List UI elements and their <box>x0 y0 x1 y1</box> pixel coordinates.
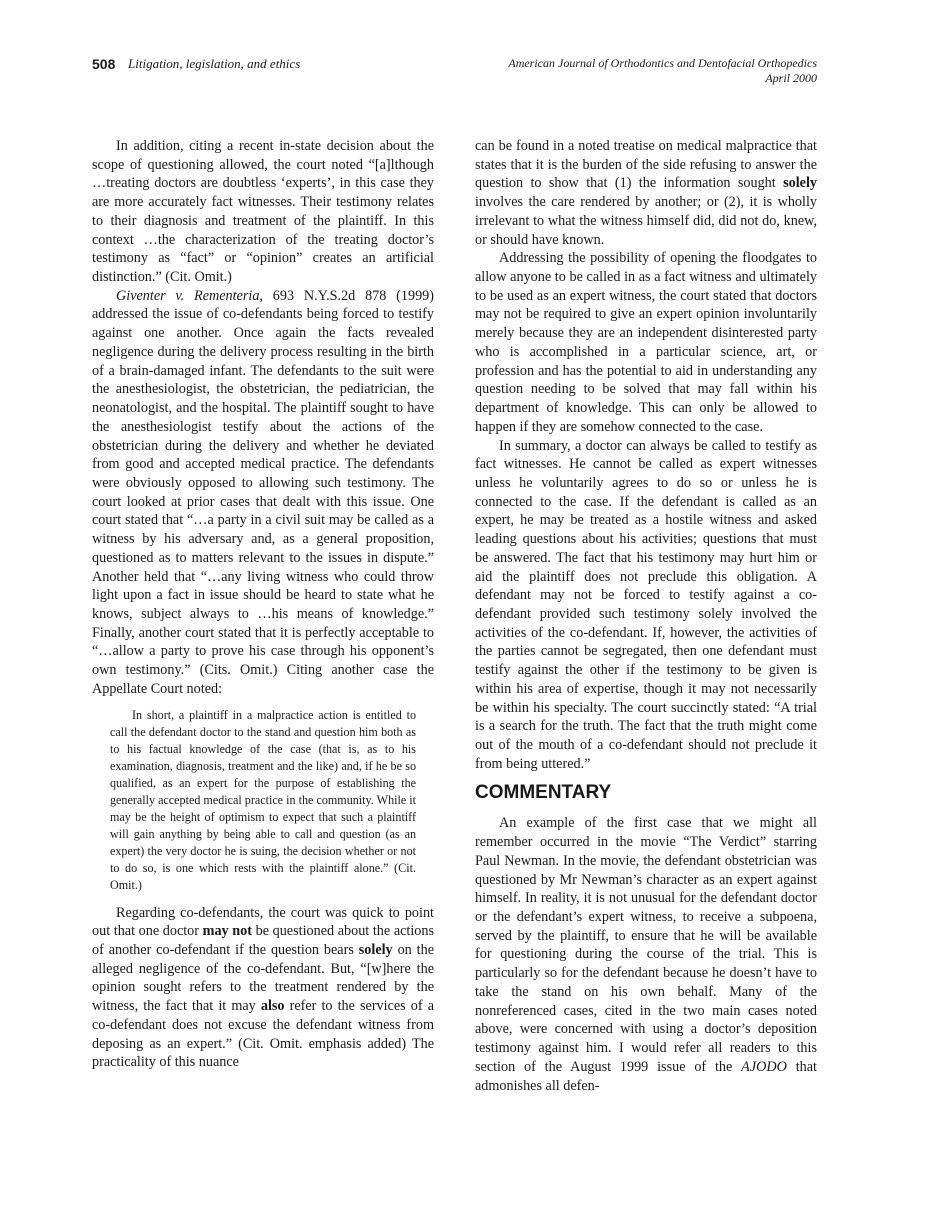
section-title: Litigation, legislation, and ethics <box>128 56 301 71</box>
paragraph: Giventer v. Rementeria, 693 N.Y.S.2d 878 (1999) addressed the issue of co-defendants being forced to testify against one another. Once again the facts revealed negligence during the delivery process resulting in the birth of a brain-damaged infant. The defendants to the suit were the anesthesiologist, the obstetrician, the pediatrician, the neonatologist, and the hospital. The plaintiff sought to have the anesthesiologist testify about the actions of the obstetrician during the delivery and whether he deviated from good and accepted medical practice. The defendants were obviously opposed to allowing such testimony. The court looked at prior cases that dealt with this issue. One court stated that “…a party in a civil suit may be called as a witness by his adversary and, as a general proposition, questioned as to matters relevant to the issues in dispute.” Another held that “…any living witness who could throw light upon a fact in issue should be heard to state what he knows, subject always to …his means of knowledge.” Finally, another court stated that it is perfectly acceptable to “…allow a party to prove his case through his opponent’s own testimony.” (Cits. Omit.) Citing another case the Appellate Court noted: <box>92 287 434 697</box>
emphasis: solely <box>358 942 393 958</box>
paragraph: In summary, a doctor can always be called to testify as fact witnesses. He cannot be called as expert witnesses unless he voluntarily agrees to do so or unless he is connected to the case. If the defendant is called as an expert, he may be treated as a hostile witness and asked leading questions about his activities; questions that must be answered. The fact that his testimony may hurt him or aid the plaintiff does not preclude this obligation. A defendant may not be forced to testify against a co-defendant provided such testimony solely involved the activities of the co-defendant. If, however, the activities of the parties cannot be segregated, then one defendant must testify against the other if the testimony to be given is within his area of expertise, though it may not necessarily be within his specialty. The court succinctly stated: “A trial is a search for the truth. The fact that the truth might come out of the mouth of a co-defendant should not preclude it from being uttered.” <box>475 437 817 772</box>
page-number: 508 <box>92 56 116 72</box>
paragraph: In addition, citing a recent in-state decision about the scope of questioning allowed, the court noted “[a]lthough …treating doctors are doubtless ‘experts’, in this case they are more accurately fact witnesses. Their testimony relates to their diagnosis and treatment of the plaintiff. In this context …the characterization of the treating doctor’s testimony as “fact” or “opinion” creates an artificial distinction.” (Cit. Omit.) <box>92 138 434 286</box>
paragraph: An example of the first case that we might all remember occurred in the movie “The Verdict” starring Paul Newman. In the movie, the defendant obstetrician was questioned by Mr Newman’s character as an expert against himself. In reality, it is not unusual for the defendant doctor or the defendant’s expert witness, to receive a subpoena, served by the plaintiff, to ensure that he will be available for questioning during the course of the trial. This is particularly so for the defendant because he doesn’t have to take the stand on his own behalf. Many of the nonreferenced cases, cited in the two main cases noted above, were concerned with using a doctor’s deposition testimony against him. I would refer all readers to this section of the August 1999 issue of the AJODO that admonishes all defen- <box>475 815 817 1094</box>
paragraph: Regarding co-defendants, the court was quick to point out that one doctor may not be questioned about the actions of another co-defendant if the question bears solely on the alleged negligence of the co-defendant. But, “[w]here the opinion sought refers to the treatment rendered by the witness, the fact that it may also refer to the services of a co-defendant does not excuse the defendant witness from deposing as an expert.” (Cit. Omit. emphasis added) The practicality of this nuance <box>92 904 434 1071</box>
journal-info <box>508 56 817 86</box>
left-column <box>92 137 434 1072</box>
quote-text: In short, a plaintiff in a malpractice action is entitled to call the defendant doctor to the stand and question him both as to his factual knowledge of the case (that is, as to his examination, diagnosis, treatment and the like) and, if he be so qualified, as an expert for the purpose of establishing the generally accepted medical practice in the community. While it may be the height of optimism to expect that such a plaintiff will gain anything by being able to call and question (as an expert) the very doctor he is suing, the decision whether or not to do so, is one which rests with the plaintiff alone.” (Cit. Omit.) <box>110 707 416 892</box>
issue-date: April 2000 <box>765 71 817 85</box>
journal-title: American Journal of Orthodontics and Dentofacial Orthopedics <box>508 56 817 70</box>
page-header <box>92 56 817 90</box>
right-column <box>475 137 817 1095</box>
paragraph: can be found in a noted treatise on medical malpractice that states that it is the burden of the side refusing to answer the question to show that (1) the information sought solely involves the care rendered by another; or (2), it is wholly irrelevant to what the witness himself did, did not do, knew, or should have known. <box>475 138 817 248</box>
section-heading: COMMENTARY <box>475 782 612 804</box>
emphasis: may not <box>202 923 252 940</box>
paragraph: Addressing the possibility of opening the floodgates to allow anyone to be called in as a fact witness and ultimately to be used as an expert witness, the court stated that doctors may not be required to give an expert opinion involuntarily merely because they are an independent disinterested party who is accomplished in a particular science, art, or profession and has the potential to aid in understanding any question needing to be solved that may fall within his department of knowledge. This can only be allowed to happen if they are somehow connected to the case. <box>475 250 817 435</box>
case-name: Giventer v. Rementeria <box>116 287 260 304</box>
block-quote <box>110 707 416 894</box>
emphasis: solely <box>783 175 817 192</box>
journal-abbrev: AJODO <box>741 1058 787 1075</box>
emphasis: also <box>260 998 285 1015</box>
